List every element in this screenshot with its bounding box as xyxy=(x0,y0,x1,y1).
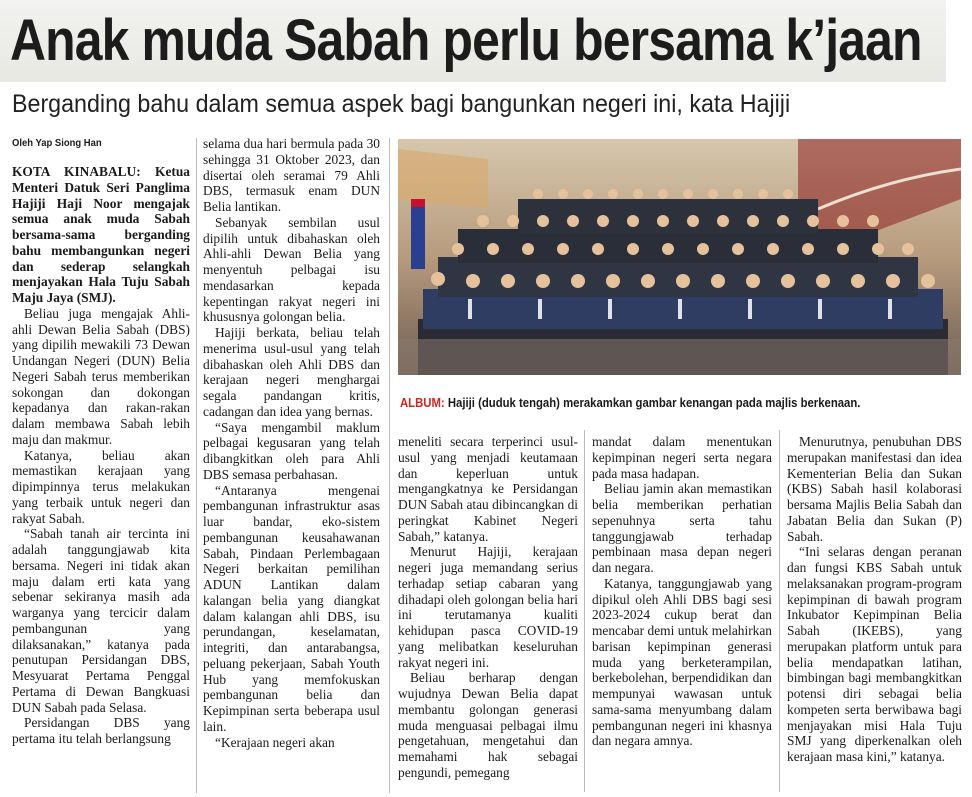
paragraph: Menurutnya, penubuhan DBS merupakan manifestasi dan idea Kementerian Belia dan Sukan (KBS) Sabah hasil kolaborasi bersama Majlis Belia Sabah dan Jabatan Belia dan Sukan (P) Sabah. xyxy=(787,434,962,544)
column-divider xyxy=(196,138,197,793)
caption-label: ALBUM: xyxy=(400,396,445,410)
group-photo-illustration xyxy=(398,139,961,375)
article-column-1 xyxy=(12,164,190,747)
paragraph: Beliau berharap dengan wujudnya Dewan Belia dapat membantu golongan generasi muda menguasai pelbagai ilmu pengetahuan, mengetahui dan memahami hak sebagai pengundi, pemegang xyxy=(398,670,578,780)
caption-text: Hajiji (duduk tengah) merakamkan gambar kenangan pada majlis berkenaan. xyxy=(444,396,861,410)
paragraph: Hajiji berkata, beliau telah menerima usul-usul yang telah dibahaskan oleh Ahli DBS dan kerajaan negeri menghargai segala pandangan kritis, cadangan dan idea yang bernas. xyxy=(203,325,380,419)
paragraph: meneliti secara terperinci usul-usul yang menjadi keutamaan dan keperluan untuk mengangkatnya ke Persidangan DUN Sabah atau dibincangkan di peringkat Kabinet Negeri Sabah,” katanya. xyxy=(398,434,578,544)
headline: Anak muda Sabah perlu bersama k’jaan xyxy=(10,8,922,73)
paragraph: selama dua hari bermula pada 30 sehingga 31 Oktober 2023, dan disertai oleh seramai 79 Ahli DBS, termasuk enam DUN Belia lantikan. xyxy=(203,136,380,214)
paragraph: “Saya mengambil maklum pelbagai kegusaran yang telah dibangkitkan oleh para Ahli DBS semasa perbahasan. xyxy=(203,419,380,482)
paragraph: “Antaranya mengenai pembangunan infrastruktur asas luar bandar, eko-sistem pembangunan keusahawanan Sabah, Pindaan Perlembagaan Negeri berkaitan pemilihan ADUN Lantikan dalam kalangan belia yang diangkat dalam kalangan ahli DBS, isu perundangan, keselamatan, integriti, dan antarabangsa, peluang pekerjaan, Sabah Youth Hub yang memfokuskan pembangunan belia dan Kepimpinan serta beberapa usul lain. xyxy=(203,482,380,734)
lead-text: Ketua Menteri Datuk Seri Panglima Hajiji Haji Noor mengajak semua anak muda Sabah bersama-sama berganding bahu membangunkan negeri dan sederap selangkah menjayakan Hala Tuju Sabah Maju Jaya (SMJ). xyxy=(12,164,190,305)
photo-caption xyxy=(400,396,904,410)
paragraph: Menurut Hajiji, kerajaan negeri juga memandang serius terhadap setiap cabaran yang dihadapi oleh golongan belia hari ini terutamanya kualiti kehidupan pasca COVID-19 yang melibatkan keseluruhan rakyat negeri ini. xyxy=(398,544,578,670)
group-photo xyxy=(398,139,961,375)
column-divider xyxy=(584,430,585,792)
paragraph: Beliau jamin akan memastikan belia memberikan perhatian sepenuhnya serta tahu tanggungjawab terhadap pembinaan masa depan negeri dan negara. xyxy=(592,481,772,575)
paragraph: Katanya, tanggungjawab yang dipikul oleh Ahli DBS bagi sesi 2023-2024 cukup berat dan mencabar demi untuk melahirkan barisan kepimpinan generasi muda yang berketerampilan, berkebolehan, berpendidikan dan mempunyai wawasan untuk sama-sama menyumbang dalam pembangunan negeri ini khasnya dan negara amnya. xyxy=(592,575,772,749)
byline: Oleh Yap Siong Han xyxy=(12,137,102,149)
article-column-5 xyxy=(787,434,962,765)
paragraph: “Kerajaan negeri akan xyxy=(215,734,335,750)
paragraph: mandat dalam menentukan kepimpinan negeri serta negara pada masa hadapan. xyxy=(592,434,772,481)
article-column-2 xyxy=(203,136,380,750)
paragraph: “Ini selaras dengan peranan dan fungsi KBS Sabah untuk melaksanakan program-program kepimpinan di bawah program Inkubator Kepimpinan Belia Sabah (IKEBS), yang merupakan platform untuk para belia mendapatkan latihan, bimbingan bagi membangkitkan potensi diri sebagai belia kompeten serta berwibawa bagi menjayakan misi Hala Tuju SMJ yang diperkenalkan oleh kerajaan masa kini,” katanya. xyxy=(787,544,962,764)
column-divider xyxy=(779,430,780,792)
column-divider xyxy=(389,138,390,793)
paragraph: Persidangan DBS yang pertama itu telah berlangsung xyxy=(12,715,190,746)
paragraph: Katanya, beliau akan memastikan kerajaan yang dipimpinnya terus melakukan yang terbaik untuk negeri dan rakyat Sabah. xyxy=(12,447,190,526)
paragraph: “Sabah tanah air tercinta ini adalah tanggungjawab kita bersama. Negeri ini tidak akan maju dalam erti kata yang sebenar sekiranya masih ada warganya yang tercicir dalam pembangunan yang dilaksanakan,” katanya pada penutupan Persidangan DBS, Mesyuarat Pertama Penggal Pertama di Dewan Bangkuasi DUN Sabah pada Selasa. xyxy=(12,526,190,715)
subheadline: Berganding bahu dalam semua aspek bagi bangunkan negeri ini, kata Hajiji xyxy=(12,90,791,118)
paragraph: Sebanyak sembilan usul dipilih untuk dibahaskan oleh Ahli-ahli Dewan Belia yang menyentuh pelbagai isu mendasarkan kepada kepentingan rakyat negeri ini khususnya golongan belia. xyxy=(203,214,380,325)
paragraph: Beliau juga mengajak Ahli-ahli Dewan Belia Sabah (DBS) yang dipilih mewakili 73 Dewan Undangan Negeri (DUN) Belia Negeri Sabah terus memberikan sokongan dan dokongan kepadanya dan rakan-rakan dalam membawa Sabah lebih maju dan makmur. xyxy=(12,305,190,447)
article-column-3 xyxy=(398,434,578,781)
article-column-4 xyxy=(592,434,772,749)
lead-paragraph xyxy=(12,164,190,306)
dateline: KOTA KINABALU: xyxy=(12,164,141,179)
